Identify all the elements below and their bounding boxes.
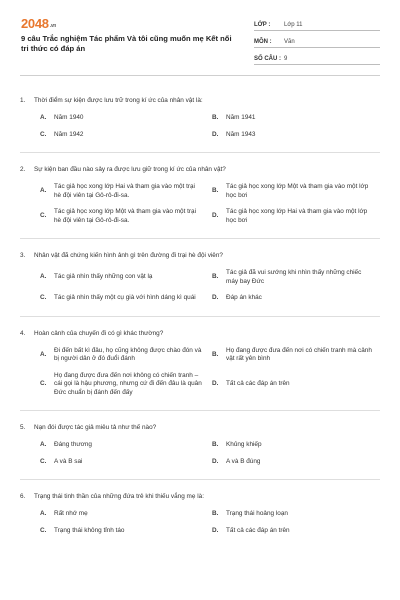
meta-value: Lớp 11 bbox=[284, 22, 303, 28]
answer-option[interactable] bbox=[40, 183, 208, 200]
option-text: Tác giả đã vui sướng khi nhìn thấy những chiếc máy bay Đức bbox=[226, 269, 362, 285]
answer-option[interactable] bbox=[212, 269, 380, 286]
meta-value: 9 bbox=[284, 56, 288, 62]
meta-row bbox=[254, 50, 380, 65]
option-text: Trạng thái không tỉnh táo bbox=[54, 526, 125, 534]
question-stem bbox=[20, 166, 380, 174]
answer-option[interactable] bbox=[40, 294, 208, 303]
option-text: Họ đang được đưa đến nơi không có chiến tranh – cái gọi là hậu phương, nhưng cứ đi đến đâu là quân Đức chuẩn bị đánh đến đấy bbox=[54, 371, 202, 396]
question-text: Nhân vật đã chứng kiến hình ảnh gì trên đường đi trại hè đội viên? bbox=[34, 252, 223, 259]
header bbox=[0, 0, 400, 68]
meta-value: Văn bbox=[284, 39, 295, 45]
site-logo[interactable] bbox=[21, 16, 56, 31]
answer-option[interactable] bbox=[212, 458, 380, 467]
option-text: Đáng thương bbox=[54, 441, 92, 448]
option-text: Năm 1940 bbox=[54, 114, 84, 121]
answer-option[interactable] bbox=[212, 441, 380, 450]
question-stem bbox=[20, 493, 380, 501]
options-grid bbox=[20, 183, 380, 225]
option-text: Tác giả học xong lớp Hai và tham gia vào một lớp học bơi bbox=[226, 208, 368, 224]
answer-option[interactable] bbox=[212, 372, 380, 398]
option-letter: A. bbox=[40, 187, 47, 195]
option-text: Rất nhớ mẹ bbox=[54, 510, 88, 517]
question bbox=[20, 252, 380, 303]
logo-number: 2048 bbox=[21, 16, 49, 31]
options-grid bbox=[20, 347, 380, 398]
question-text: Hoàn cảnh của chuyến đi có gì khác thường? bbox=[34, 329, 164, 337]
question bbox=[20, 330, 380, 398]
question-number: 2. bbox=[20, 166, 26, 173]
question-separator bbox=[20, 479, 380, 480]
option-letter: A. bbox=[40, 510, 47, 517]
question bbox=[20, 166, 380, 225]
meta-info bbox=[254, 16, 380, 65]
answer-option[interactable] bbox=[212, 510, 380, 519]
option-text: A và B đúng bbox=[226, 457, 261, 465]
answer-option[interactable] bbox=[40, 527, 208, 536]
option-letter: B. bbox=[212, 273, 219, 281]
question-stem bbox=[20, 424, 380, 432]
answer-option[interactable] bbox=[40, 131, 208, 140]
option-text: Tác giả học xong lớp Hai và tham gia vào một trại hè đội viên tại Gô-rô-đi-sa. bbox=[54, 183, 195, 199]
logo-tld: .vn bbox=[49, 23, 57, 29]
question-number: 6. bbox=[20, 493, 26, 500]
answer-option[interactable] bbox=[212, 131, 380, 140]
option-letter: B. bbox=[212, 114, 219, 121]
meta-label: SỐ CÂU : bbox=[254, 56, 281, 62]
answer-option[interactable] bbox=[212, 527, 380, 536]
question bbox=[20, 97, 380, 139]
option-letter: D. bbox=[212, 212, 219, 220]
option-text: Năm 1941 bbox=[226, 114, 256, 121]
answer-option[interactable] bbox=[212, 183, 380, 200]
answer-option[interactable] bbox=[212, 294, 380, 303]
option-text: Đáp án khác bbox=[226, 294, 262, 301]
question-separator bbox=[20, 316, 380, 317]
option-letter: D. bbox=[212, 294, 219, 301]
question-stem bbox=[20, 97, 380, 105]
meta-row bbox=[254, 33, 380, 48]
option-letter: C. bbox=[40, 526, 47, 534]
meta-row bbox=[254, 16, 380, 31]
option-letter: A. bbox=[40, 350, 47, 358]
option-text: Năm 1942 bbox=[54, 130, 84, 138]
option-letter: D. bbox=[212, 380, 219, 387]
answer-option[interactable] bbox=[40, 458, 208, 467]
question-separator bbox=[20, 410, 380, 411]
question-list bbox=[20, 97, 380, 535]
answer-option[interactable] bbox=[212, 347, 380, 364]
option-text: Tác giả nhìn thấy những con vật lạ bbox=[54, 273, 153, 281]
option-text: Tác giả học xong lớp Một và tham gia vào một trại hè đội viên tại Gô-rô-đi-sa. bbox=[54, 208, 197, 224]
option-letter: C. bbox=[40, 380, 47, 387]
options-grid bbox=[20, 114, 380, 139]
answer-option[interactable] bbox=[212, 208, 380, 225]
question-number: 1. bbox=[20, 97, 26, 104]
option-letter: D. bbox=[212, 526, 219, 534]
options-grid bbox=[20, 269, 380, 303]
question-text: Thời điểm sự kiện được lưu trữ trong kí ức của nhân vật là: bbox=[34, 97, 203, 104]
answer-option[interactable] bbox=[40, 347, 208, 364]
option-letter: C. bbox=[40, 130, 47, 138]
options-grid bbox=[20, 510, 380, 535]
question bbox=[20, 493, 380, 535]
meta-label: MÔN : bbox=[254, 39, 272, 45]
answer-option[interactable] bbox=[40, 114, 208, 123]
question bbox=[20, 424, 380, 466]
answer-option[interactable] bbox=[40, 510, 208, 519]
option-letter: B. bbox=[212, 510, 219, 517]
answer-option[interactable] bbox=[40, 269, 208, 286]
option-text: Tất cả các đáp án trên bbox=[226, 526, 290, 534]
option-text: A và B sai bbox=[54, 457, 83, 465]
option-letter: D. bbox=[212, 130, 219, 138]
question-stem bbox=[20, 252, 380, 260]
option-text: Trạng thái hoảng loạn bbox=[226, 510, 288, 517]
option-text: Họ đang được đưa đến nơi có chiến tranh mà cảnh vật rất yên bình bbox=[226, 346, 372, 362]
meta-label: LỚP : bbox=[254, 22, 271, 28]
question-stem bbox=[20, 330, 380, 338]
question-separator bbox=[20, 152, 380, 153]
question-text: Sự kiện ban đầu nào sảy ra được lưu giữ trong kí ức của nhân vật? bbox=[34, 166, 226, 173]
option-text: Khủng khiếp bbox=[226, 441, 262, 448]
option-letter: C. bbox=[40, 212, 47, 220]
option-letter: B. bbox=[212, 350, 219, 358]
option-text: Tác giả học xong lớp Một và tham gia vào một lớp học bơi bbox=[226, 183, 369, 199]
answer-option[interactable] bbox=[40, 372, 208, 398]
question-number: 5. bbox=[20, 424, 26, 431]
answer-option[interactable] bbox=[212, 114, 380, 123]
option-letter: B. bbox=[212, 187, 219, 195]
option-text: Đi đến bất kì đâu, họ cũng không được chào đón và bị người dân ở đó đuổi đánh bbox=[54, 346, 202, 362]
answer-option[interactable] bbox=[40, 208, 208, 225]
option-letter: C. bbox=[40, 457, 47, 465]
header-divider bbox=[20, 75, 380, 76]
question-separator bbox=[20, 238, 380, 239]
question-number: 4. bbox=[20, 329, 26, 337]
option-letter: A. bbox=[40, 441, 47, 448]
options-grid bbox=[20, 441, 380, 466]
page-title: 9 câu Trắc nghiệm Tác phẩm Và tôi cũng muốn mẹ Kết nối tri thức có đáp án bbox=[21, 34, 232, 53]
question-text: Nạn đói được tác giả miêu tả như thế nào? bbox=[34, 424, 157, 431]
option-text: Năm 1943 bbox=[226, 130, 256, 138]
option-letter: A. bbox=[40, 273, 47, 281]
option-text: Tác giả nhìn thấy một cụ già với hình dáng kì quái bbox=[54, 294, 196, 301]
option-letter: C. bbox=[40, 294, 47, 301]
question-number: 3. bbox=[20, 252, 26, 259]
option-letter: D. bbox=[212, 457, 219, 465]
answer-option[interactable] bbox=[40, 441, 208, 450]
option-letter: B. bbox=[212, 441, 219, 448]
option-letter: A. bbox=[40, 114, 47, 121]
question-text: Trạng thái tinh thần của những đứa trẻ khi thiếu vắng mẹ là: bbox=[34, 493, 204, 500]
option-text: Tất cả các đáp án trên bbox=[226, 380, 290, 387]
